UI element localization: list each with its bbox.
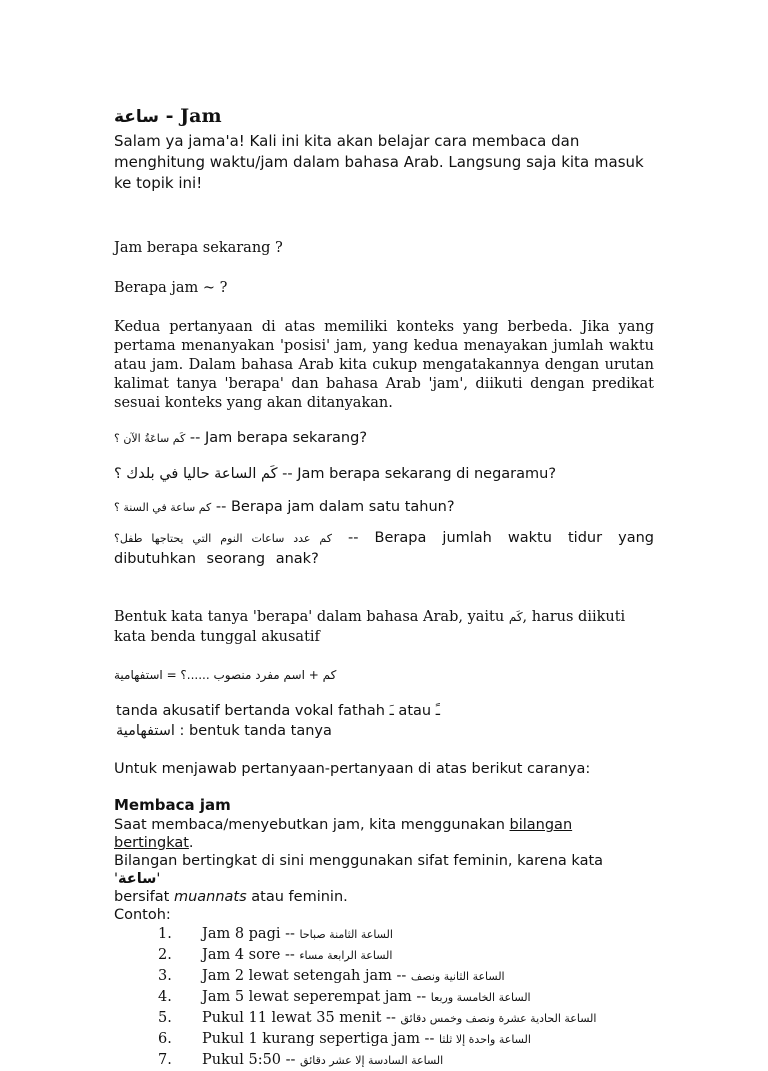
list-text [202,1008,596,1029]
list-latin: Jam 5 lewat seperempat jam -- [202,989,431,1005]
section-text: . [188,835,194,851]
list-item [114,1050,654,1071]
section-arabic-word: ساعة [118,871,157,887]
list-text [202,924,393,945]
list-number: 4. [158,989,172,1005]
list-latin: Jam 2 lewat setengah jam -- [202,968,411,984]
list-arabic: الساعة الثامنة صباحا [299,928,393,941]
list-text [202,945,392,966]
bentuk-arabic: كَم [508,610,523,624]
section-title: Membaca jam [114,796,231,814]
bentuk-paragraph [114,607,654,647]
example-1-arabic: كَم ساعَةُ الآن ؟ [114,432,186,445]
list-text [202,987,531,1008]
formula-line: كم + اسم مفرد منصوب ......؟ = استفهامية [114,668,337,682]
document-page [114,104,654,1071]
answer-intro: Untuk menjawab pertanyaan-pertanyaan di atas berikut caranya: [114,761,591,777]
notes-block [116,701,654,741]
example-line-4 [114,528,654,569]
intro-paragraph: Salam ya jama'a! Kali ini kita akan belajar cara membaca dan menghitung waktu/jam dalam bahasa Arab. Langsung saja kita masuk ke topik ini! [114,132,644,192]
example-line-1 [114,427,654,449]
explanation-paragraph: Kedua pertanyaan di atas memiliki konteks yang berbeda. Jika yang pertama menanyakan 'posisi' jam, yang kedua menayakan jumlah waktu atau jam. Dalam bahasa Arab kita cukup mengatakannya dengan urutan kalimat tanya 'berapa' dan bahasa Arab 'jam', diikuti dengan predikat sesuai konteks yang akan ditanyakan. [114,319,654,411]
example-1-latin: -- Jam berapa sekarang? [185,430,368,446]
list-number: 3. [158,968,172,984]
example-4-arabic: كم عدد ساعات النوم التي يحتاجها طفل؟ [114,532,332,545]
question-two: Berapa jam ~ ? [114,280,228,296]
title-separator: - [159,105,181,127]
section-text: ' [156,871,161,887]
contoh-label: Contoh: [114,907,171,923]
example-list [114,924,654,1071]
page-title [114,104,654,129]
list-item [114,924,654,945]
list-number: 5. [158,1010,172,1026]
list-text [202,1050,443,1071]
bentuk-text-before: Bentuk kata tanya 'berapa' dalam bahasa Arab, yaitu [114,609,509,625]
list-text [202,966,505,987]
example-3-latin: -- Berapa jam dalam satu tahun? [211,499,455,515]
list-latin: Pukul 5:50 -- [202,1052,301,1068]
example-4-latin: -- Berapa jumlah waktu tidur yang dibutuhkan seorang anak? [114,530,654,567]
note-istifhamiyah: استفهامية : bentuk tanda tanya [116,723,332,739]
example-2-arabic: كَم الساعة حاليا في بلدك ؟ [114,466,278,482]
list-latin: Jam 4 sore -- [202,947,300,963]
example-3-arabic: كم ساعة في السنة ؟ [114,501,212,514]
list-item [114,1008,654,1029]
section-body [114,816,654,924]
section-text: Saat membaca/menyebutkan jam, kita menggunakan [114,817,510,833]
list-item [114,1029,654,1050]
list-arabic: الساعة الرابعة مساء [299,949,393,962]
example-line-3 [114,497,654,518]
list-latin: Pukul 11 lewat 35 menit -- [202,1010,401,1026]
list-item [114,987,654,1008]
list-arabic: الساعة الثانية ونصف [410,970,505,983]
list-item [114,966,654,987]
list-arabic: الساعة الحادية عشرة ونصف وخمس دقائق [400,1012,597,1025]
list-number: 2. [158,947,172,963]
question-one: Jam berapa sekarang ? [114,240,283,256]
list-text [202,1029,531,1050]
section-text: bersifat [114,889,174,905]
list-number: 7. [158,1052,172,1068]
title-latin: Jam [180,105,222,127]
list-number: 1. [158,926,172,942]
example-2-latin: -- Jam berapa sekarang di negaramu? [277,466,557,482]
list-latin: Jam 8 pagi -- [202,926,300,942]
list-arabic: الساعة واحدة إلا ثلثا [438,1033,531,1046]
list-number: 6. [158,1031,172,1047]
example-line-2 [114,463,654,485]
list-arabic: الساعة الخامسة وربعا [430,991,531,1004]
list-item [114,945,654,966]
list-latin: Pukul 1 kurang sepertiga jam -- [202,1031,439,1047]
muannats-term: muannats [173,889,247,905]
list-arabic: الساعة السادسة إلا عشر دقائق [300,1054,444,1067]
bilangan-bertingkat-link[interactable]: bilangan bertingkat [114,817,573,851]
section-text: atau feminin. [246,889,348,905]
bentuk-text-after: , harus diikuti kata benda tunggal akusatif [114,609,626,645]
section-text: Bilangan bertingkat di sini menggunakan sifat feminin, karena kata ' [114,853,604,887]
note-akusatif: tanda akusatif bertanda vokal fathah ـَ atau ـً [116,703,440,719]
title-arabic: ساعة [114,107,160,127]
